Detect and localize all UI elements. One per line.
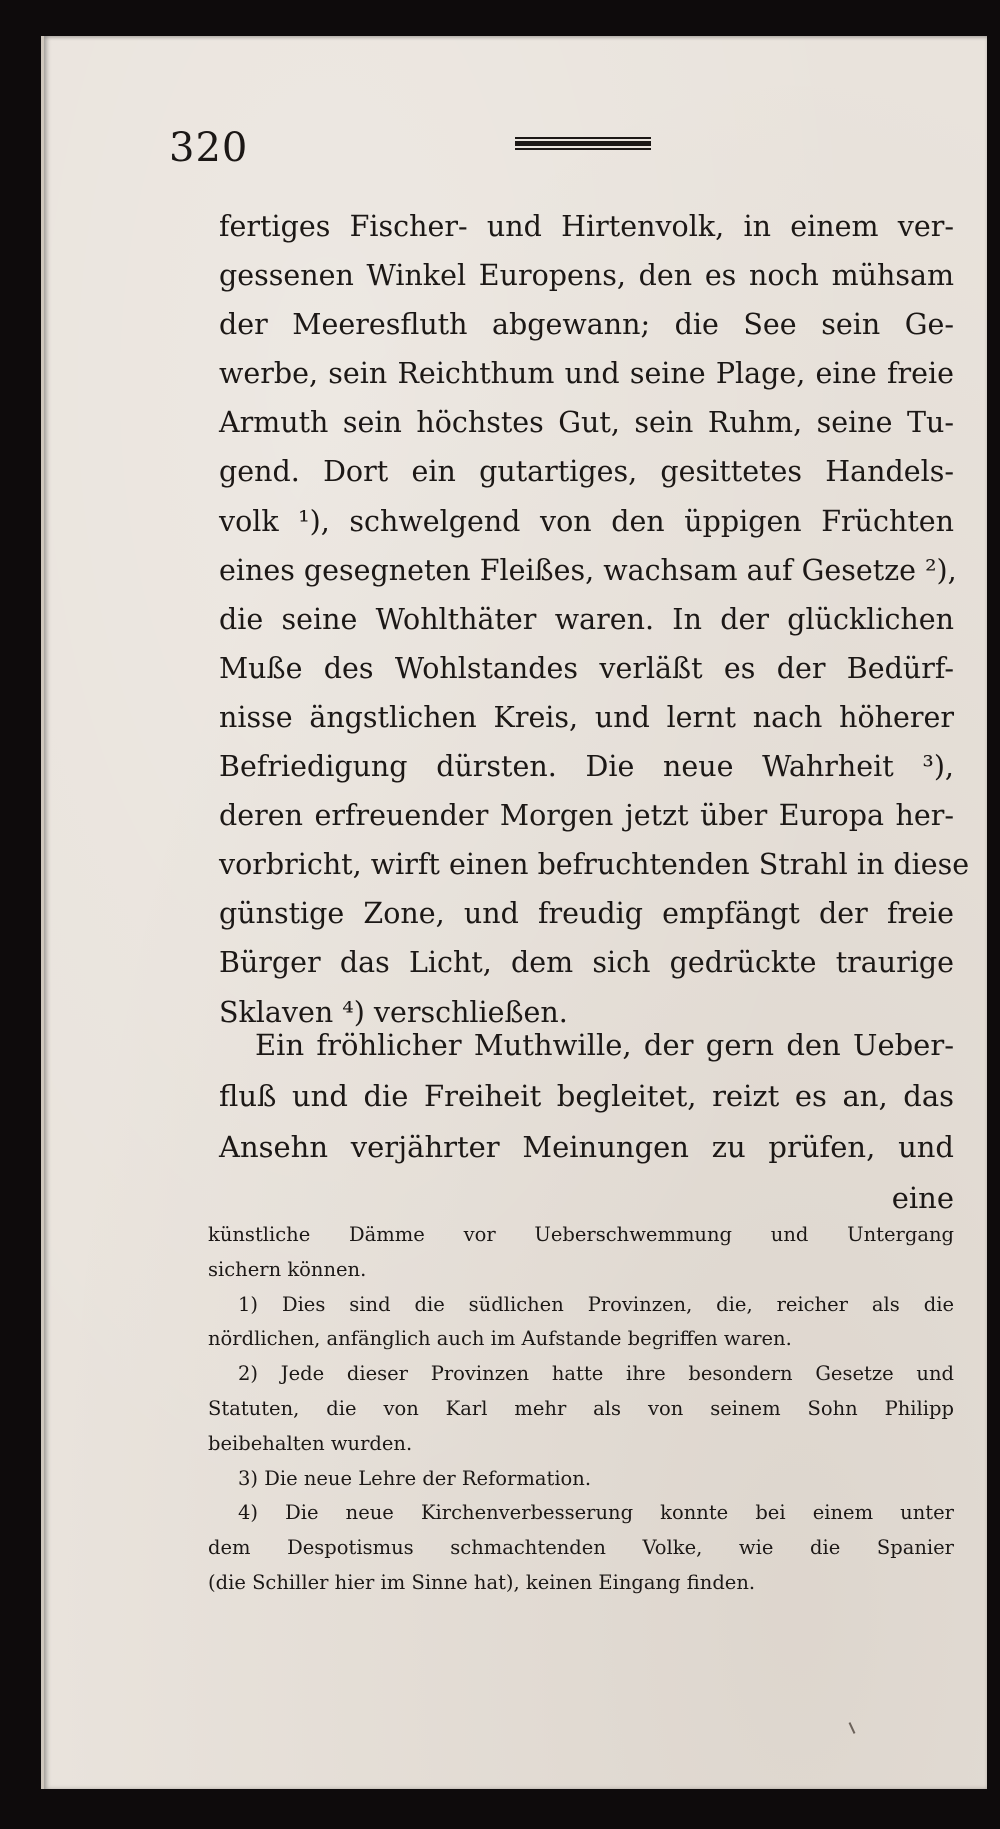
footnote-3: 3) Die neue Lehre der Reformation. xyxy=(238,1466,592,1490)
header-ornament-rule xyxy=(515,137,651,151)
body-line: Bürger das Licht, dem sich gedrückte traurige xyxy=(219,946,954,980)
footnote-line: künstliche Dämme vor Ueberschwemmung und Untergang xyxy=(208,1223,954,1246)
footnote-line: nördlichen, anfänglich auch im Aufstande begriffen waren. xyxy=(208,1327,792,1351)
body-line: Ansehn verjährter Meinungen zu prüfen, und xyxy=(219,1130,954,1164)
footnotes xyxy=(208,1218,954,1601)
body-line: Sklaven ⁴) verschließen. xyxy=(219,995,568,1029)
main-paragraph xyxy=(219,202,970,1037)
body-line: gessenen Winkel Europens, den es noch mühsam xyxy=(219,259,954,293)
catchword: eine xyxy=(891,1181,954,1215)
second-paragraph xyxy=(219,1020,954,1224)
body-line: eines gesegneten Fleißes, wachsam auf Gesetze ²), xyxy=(219,553,957,587)
body-line: Armuth sein höchstes Gut, sein Ruhm, seine Tu- xyxy=(219,406,954,440)
body-line: die seine Wohlthäter waren. In der glücklichen xyxy=(219,602,954,636)
body-line: volk ¹), schwelgend von den üppigen Früchten xyxy=(219,504,954,538)
body-line: nisse ängstlichen Kreis, und lernt nach höherer xyxy=(219,700,954,734)
footnote-line: dem Despotismus schmachtenden Volke, wie die Spanier xyxy=(208,1536,954,1560)
body-line: der Meeresfluth abgewann; die See sein Ge- xyxy=(219,308,954,342)
footnote-line: Statuten, die von Karl mehr als von seinem Sohn Philipp xyxy=(208,1396,954,1420)
page-number: 320 xyxy=(169,125,249,171)
body-line: gend. Dort ein gutartiges, gesittetes Handels- xyxy=(219,455,954,489)
body-line: deren erfreuender Morgen jetzt über Europa her- xyxy=(219,799,954,833)
footnote-1: 1) Dies sind die südlichen Provinzen, die, reicher als die xyxy=(238,1292,954,1316)
body-line: Ein fröhlicher Muthwille, der gern den Ueber- xyxy=(255,1028,954,1062)
body-line: vorbricht, wirft einen befruchtenden Strahl in diese xyxy=(219,848,970,882)
footnote-line: (die Schiller hier im Sinne hat), keinen Eingang finden. xyxy=(208,1570,756,1594)
body-line: günstige Zone, und freudig empfängt der freie xyxy=(219,897,954,931)
body-line: fluß und die Freiheit begleitet, reizt es an, das xyxy=(219,1079,954,1113)
footnote-2: 2) Jede dieser Provinzen hatte ihre besondern Gesetze und xyxy=(238,1362,954,1386)
footnote-4: 4) Die neue Kirchenverbesserung konnte bei einem unter xyxy=(238,1501,954,1525)
body-line: Befriedigung dürsten. Die neue Wahrheit ³), xyxy=(219,750,954,784)
footnote-line: sichern können. xyxy=(208,1257,367,1281)
body-line: werbe, sein Reichthum und seine Plage, eine freie xyxy=(219,357,954,391)
footnote-line: beibehalten wurden. xyxy=(208,1431,413,1455)
body-line: fertiges Fischer- und Hirtenvolk, in einem ver- xyxy=(219,210,954,243)
body-line: Muße des Wohlstandes verläßt es der Bedürf- xyxy=(219,651,954,685)
